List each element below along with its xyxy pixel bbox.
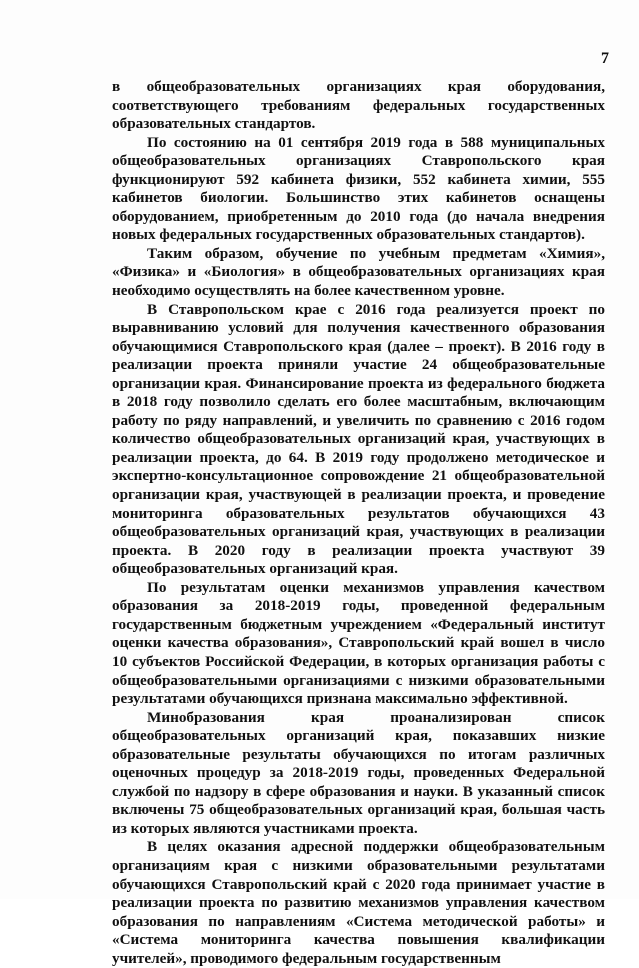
paragraph: В Ставропольском крае с 2016 года реализуется проект по выравниванию условий для получения качественного образования обучающимися Ставропольского края (далее – проект). В 2016 году в реализации проекта приняли участие 24 общеобразовательные организации края. Финансирование проекта из федерального бюджета в 2018 году позволило сделать его более масштабным, включающим работу по ряду направлений, и увеличить по сравнению с 2016 годом количество общеобразовательных организаций края, участвующих в реализации проекта, до 64. В 2019 году продолжено методическое и экспертно-консультационное сопровождение 21 общеобразовательной организации края, участвующей в реализации проекта, и проведение мониторинга образовательных результатов обучающихся 43 общеобразовательных организаций края, участвующих в реализации проекта. В 2020 году в реализации проекта участвуют 39 общеобразовательных организаций края.: [112, 300, 605, 578]
paragraph: По состоянию на 01 сентября 2019 года в 588 муниципальных общеобразовательных организациях Ставропольского края функционируют 592 кабинета физики, 552 кабинета химии, 555 кабинетов биологии. Большинство этих кабинетов оснащены оборудованием, приобретенным до 2010 года (до начала внедрения новых федеральных государственных образовательных стандартов).: [112, 133, 605, 244]
paragraph: Таким образом, обучение по учебным предметам «Химия», «Физика» и «Биология» в общеобразовательных организациях края необходимо осуществлять на более качественном уровне.: [112, 244, 605, 300]
paragraph: По результатам оценки механизмов управления качеством образования за 2018-2019 годы, проведенной федеральным государственным бюджетным учреждением «Федеральный институт оценки качества образования», Ставропольский край вошел в число 10 субъектов Российской Федерации, в которых организация работы с общеобразовательными организациями с низкими образовательными результатами обучающихся признана максимально эффективной.: [112, 578, 605, 708]
document-body: [112, 78, 605, 968]
paragraph: Минобразования края проанализирован список общеобразовательных организаций края, показавших низкие образовательные результаты обучающихся по итогам различных оценочных процедур за 2018-2019 годы, проведенных Федеральной службой по надзору в сфере образования и науки. В указанный список включены 75 общеобразовательных организаций края, большая часть из которых являются участниками проекта.: [112, 708, 605, 837]
paragraph: В целях оказания адресной поддержки общеобразовательным организациям края с низкими образовательными результатами обучающихся Ставропольский край с 2020 года принимает участие в реализации проекта по развитию механизмов управления качеством образования по направлениям «Система методической работы» и «Система мониторинга качества повышения квалификации учителей», проводимого федеральным государственным: [112, 838, 605, 967]
page-number: 7: [601, 50, 609, 67]
paragraph: в общеобразовательных организациях края оборудования, соответствующего требованиям федеральных государственных образовательных стандартов.: [112, 78, 605, 133]
